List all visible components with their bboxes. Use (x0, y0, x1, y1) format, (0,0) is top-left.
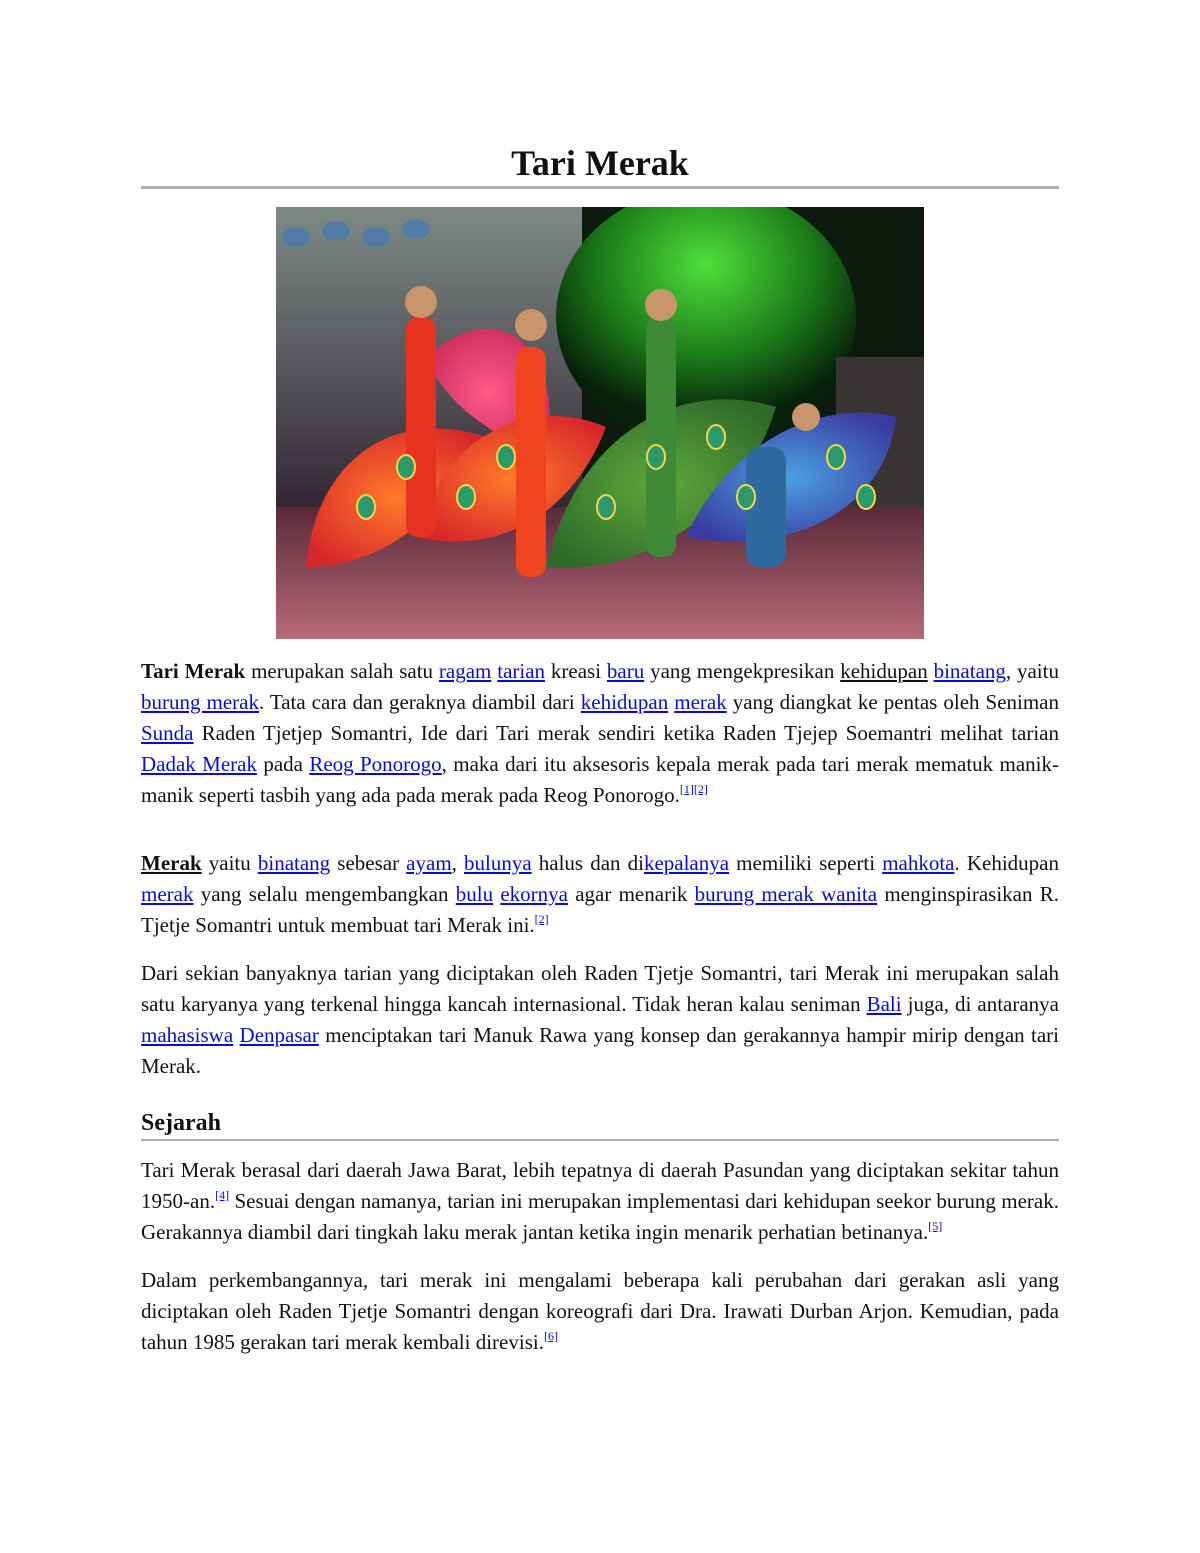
intro-paragraph (141, 656, 1059, 811)
text: yang diangkat ke pentas oleh Seniman (726, 690, 1060, 714)
merak-paragraph (141, 848, 1059, 941)
citation (928, 1219, 942, 1233)
link-bulu[interactable]: bulu (455, 882, 494, 906)
term-merak: Merak (141, 851, 202, 875)
section-divider (141, 1139, 1059, 1141)
citation-link-1[interactable]: [1] (679, 782, 694, 796)
link-burung-merak[interactable]: burung merak (141, 690, 259, 714)
text: , yaitu (1005, 659, 1059, 683)
citation-link-5[interactable]: [5] (928, 1219, 943, 1233)
text: Sesuai dengan namanya, tarian ini merupakan implementasi dari kehidupan seekor burung merak. Gerakannya diambil dari tingkah laku merak jantan ketika ingin menarik perhatian betinanya. (141, 1189, 1059, 1244)
link-ayam[interactable]: ayam (406, 851, 452, 875)
link-ekornya[interactable]: ekornya (500, 882, 568, 906)
peacock-dance-illustration (276, 207, 924, 639)
link-reog-ponorogo[interactable]: Reog Ponorogo (309, 752, 442, 776)
text: Raden Tjetjep Somantri, Ide dari Tari merak sendiri ketika Raden Tjejep Soemantri melihat tarian (193, 721, 1059, 745)
link-baru[interactable]: baru (606, 659, 645, 683)
citation (680, 782, 708, 796)
text: halus dan di (531, 851, 644, 875)
text: juga, di antaranya (901, 992, 1059, 1016)
dancers-photo (276, 207, 924, 639)
text: menginspirasikan R. Tjetje Somantri untuk membuat tari Merak ini. (141, 882, 1059, 937)
text: yang mengekpresikan (644, 659, 841, 683)
link-dadak-merak[interactable]: Dadak Merak (141, 752, 257, 776)
link-binatang[interactable]: binatang (933, 659, 1006, 683)
text: agar menarik (567, 882, 695, 906)
text: kreasi (545, 659, 607, 683)
link-kehidupan[interactable]: kehidupan (580, 690, 669, 714)
link-burung-merak-wanita[interactable]: burung merak wanita (694, 882, 878, 906)
citation-link-4[interactable]: [4] (215, 1188, 230, 1202)
citation-link-2[interactable]: [2] (693, 782, 708, 796)
text: yang selalu mengembangkan (193, 882, 456, 906)
text: menciptakan tari Manuk Rawa yang konsep dan gerakannya hampir mirip dengan tari Merak. (141, 1023, 1060, 1078)
citation (544, 1329, 558, 1343)
link-kepalanya[interactable]: kepalanya (643, 851, 730, 875)
text: memiliki seperti (729, 851, 883, 875)
text: Dari sekian banyaknya tarian yang diciptakan oleh Raden Tjetje Somantri, tari Merak ini merupakan salah satu karyanya yang terkenal hingga kancah internasional. Tidak heran kalau seniman (141, 961, 1059, 1016)
underlined-kehidupan: kehidupan (840, 659, 928, 683)
text: yaitu (201, 851, 258, 875)
text: Dalam perkembangannya, tari merak ini mengalami beberapa kali perubahan dari gerakan asli yang diciptakan oleh Raden Tjetje Somantri dengan koreografi dari Dra. Irawati Durban Arjon. Kemudian, pada tahun 1985 gerakan tari merak kembali direvisi. (141, 1268, 1059, 1354)
link-merak[interactable]: merak (674, 690, 727, 714)
link-mahkota[interactable]: mahkota (882, 851, 955, 875)
title-divider (141, 186, 1059, 189)
text: , maka dari itu aksesoris kepala merak pada tari merak mematuk manik-manik seperti tasbih yang ada pada merak pada Reog Ponorogo. (141, 752, 1059, 807)
link-binatang[interactable]: binatang (257, 851, 331, 875)
term-tari-merak: Tari Merak (141, 659, 246, 683)
section-heading-sejarah: Sejarah (141, 1110, 221, 1136)
text: , (451, 851, 465, 875)
link-tarian[interactable]: tarian (497, 659, 546, 683)
link-sunda[interactable]: Sunda (141, 721, 194, 745)
text: pada (256, 752, 310, 776)
link-mahasiswa[interactable]: mahasiswa (141, 1023, 234, 1047)
link-bulunya[interactable]: bulunya (464, 851, 532, 875)
link-denpasar[interactable]: Denpasar (239, 1023, 319, 1047)
text: . Kehidupan (954, 851, 1059, 875)
link-merak[interactable]: merak (141, 882, 194, 906)
citation (535, 912, 549, 926)
citation-link-6[interactable]: [6] (543, 1329, 558, 1343)
text: sebesar (330, 851, 407, 875)
page-title: Tari Merak (511, 143, 689, 183)
text: . Tata cara dan geraknya diambil dari (258, 690, 581, 714)
creator-paragraph (141, 958, 1059, 1082)
history-paragraph-1 (141, 1155, 1059, 1248)
citation-link-2[interactable]: [2] (534, 912, 549, 926)
text: Tari Merak berasal dari daerah Jawa Barat, lebih tepatnya di daerah Pasundan yang diciptakan sekitar tahun 1950-an. (141, 1158, 1059, 1213)
document-page (141, 140, 1059, 1358)
history-paragraph-2 (141, 1265, 1059, 1358)
link-bali[interactable]: Bali (866, 992, 902, 1016)
text: merupakan salah satu (245, 659, 439, 683)
link-ragam[interactable]: ragam (438, 659, 492, 683)
citation (215, 1188, 229, 1202)
